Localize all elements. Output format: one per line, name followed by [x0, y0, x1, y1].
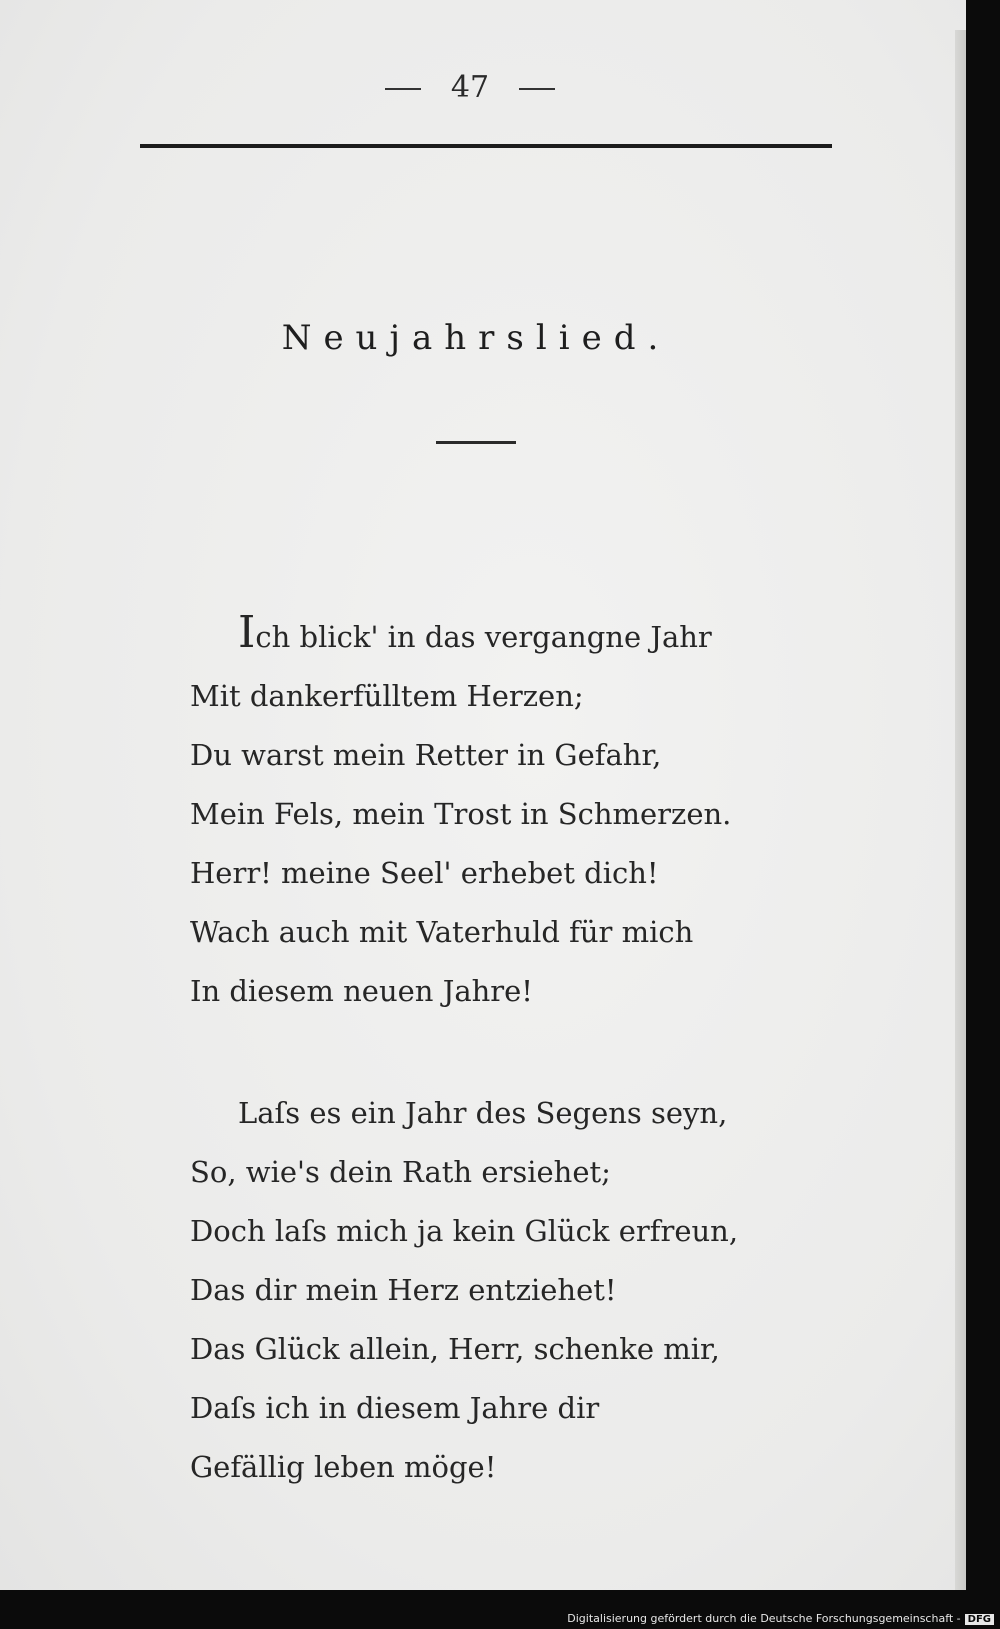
stanza-line: Mein Fels, mein Trost in Schmerzen.: [190, 797, 732, 831]
footer-text: Digitalisierung gefördert durch die Deutsche Forschungsgemeinschaft -: [567, 1612, 961, 1625]
stanza-line: Gefällig leben möge!: [190, 1450, 497, 1484]
page-number-dash-right: [519, 88, 555, 90]
page-number: [0, 70, 940, 105]
stanza-line: In diesem neuen Jahre!: [190, 974, 533, 1008]
page-number-dash-left: [385, 88, 421, 90]
page-edge: [955, 30, 966, 1590]
first-line-rest: ch blick' in das vergangne Jahr: [255, 620, 712, 654]
stanza-2: [190, 1084, 738, 1497]
page-number-text: 47: [450, 70, 490, 105]
stanza-line: [190, 608, 731, 667]
title-rule: [436, 441, 516, 444]
header-rule: [140, 144, 832, 148]
drop-cap: I: [238, 607, 256, 658]
stanza-line: Das dir mein Herz entziehet!: [190, 1273, 617, 1307]
stanza-line: Mit dankerfülltem Herzen;: [190, 679, 584, 713]
stanza-1: [190, 608, 731, 1021]
stanza-line: Herr! meine Seel' erhebet dich!: [190, 856, 659, 890]
stanza-line: Daſs ich in diesem Jahre dir: [190, 1391, 600, 1425]
stanza-line: So, wie's dein Rath ersiehet;: [190, 1155, 611, 1189]
digitization-footer: [567, 1612, 994, 1625]
dfg-logo: DFG: [965, 1614, 994, 1625]
stanza-line: Das Glück allein, Herr, schenke mir,: [190, 1332, 720, 1366]
stanza-line: Laſs es ein Jahr des Segens seyn,: [238, 1096, 728, 1130]
stanza-line: Doch laſs mich ja kein Glück erfreun,: [190, 1214, 739, 1248]
poem-title: Neujahrslied.: [281, 318, 671, 358]
stanza-line: Du warst mein Retter in Gefahr,: [190, 738, 662, 772]
stanza-line: Wach auch mit Vaterhuld für mich: [190, 915, 694, 949]
